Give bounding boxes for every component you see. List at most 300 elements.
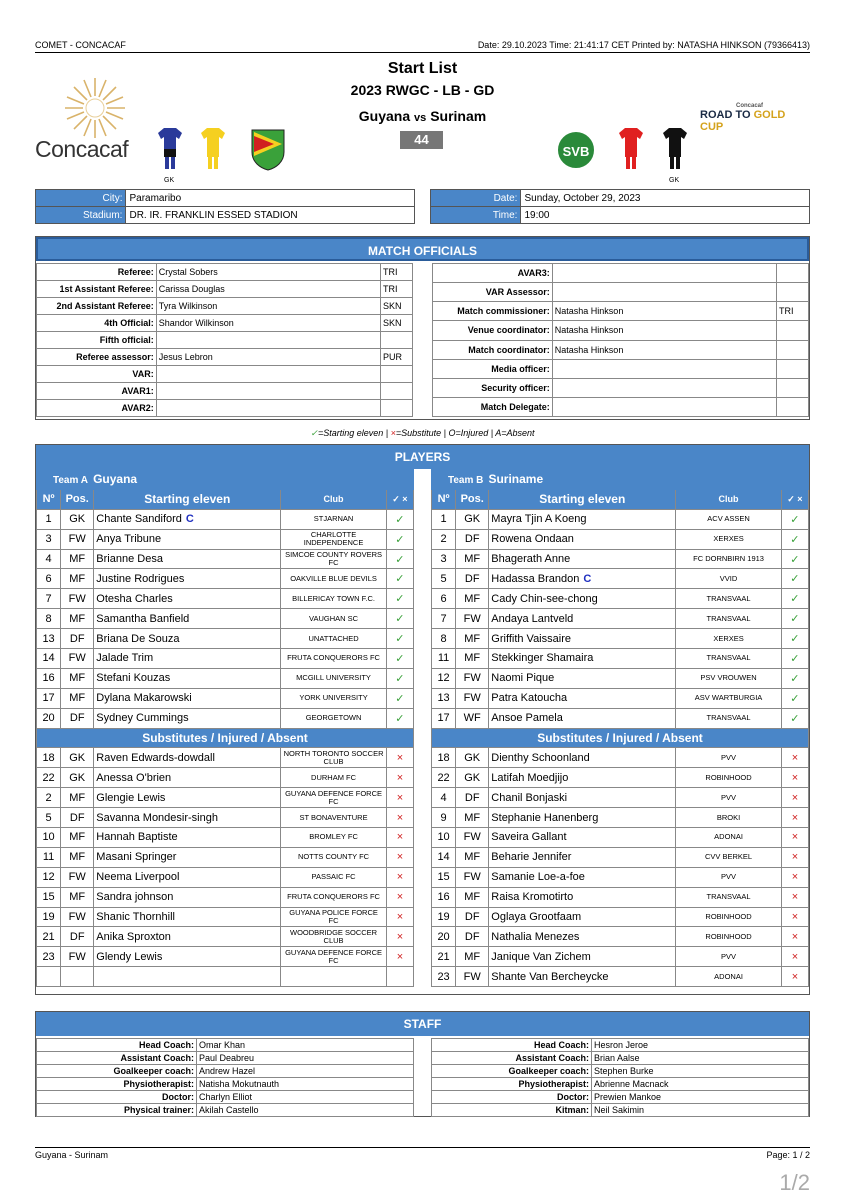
staff-row bbox=[37, 1039, 414, 1052]
time-label: Time: bbox=[431, 207, 521, 224]
player-name-cell bbox=[489, 887, 676, 907]
player-position: GK bbox=[61, 748, 94, 768]
officials-left-table bbox=[36, 263, 413, 417]
player-name-cell bbox=[94, 947, 281, 967]
player-number: 21 bbox=[37, 927, 61, 947]
players-heading: PLAYERS bbox=[36, 445, 809, 469]
player-club: XERXES bbox=[676, 629, 782, 649]
player-name: Stefani Kouzas bbox=[96, 672, 171, 685]
guyana-crest-icon bbox=[250, 128, 286, 177]
staff-row bbox=[432, 1104, 809, 1117]
player-position: FW bbox=[61, 907, 94, 927]
player-club: OAKVILLE BLUE DEVILS bbox=[281, 569, 387, 589]
col-club-header: Club bbox=[676, 489, 782, 509]
player-name: Beharie Jennifer bbox=[491, 851, 572, 864]
player-position: DF bbox=[61, 708, 94, 728]
empty-player-row bbox=[37, 967, 414, 987]
official-role: 4th Official: bbox=[37, 315, 157, 332]
page-title: Start List bbox=[387, 60, 458, 77]
starting-check-icon: ✓ bbox=[781, 589, 808, 609]
player-position: FW bbox=[456, 688, 489, 708]
player-row bbox=[37, 768, 414, 788]
player-club: TRANSVAAL bbox=[676, 649, 782, 669]
player-name: Samantha Banfield bbox=[96, 612, 190, 625]
staff-name: Omar Khan bbox=[197, 1039, 414, 1052]
player-name: Anika Sproxton bbox=[96, 930, 171, 943]
player-number: 20 bbox=[432, 927, 456, 947]
staff-row bbox=[37, 1104, 414, 1117]
substitute-cross-icon: × bbox=[781, 927, 808, 947]
official-row bbox=[37, 366, 413, 383]
official-role: AVAR1: bbox=[37, 383, 157, 400]
player-name-cell bbox=[489, 569, 676, 589]
player-name: Rowena Ondaan bbox=[491, 533, 574, 546]
col-club-header: Club bbox=[281, 489, 387, 509]
player-position: FW bbox=[456, 668, 489, 688]
player-row bbox=[432, 907, 809, 927]
player-club: TRANSVAAL bbox=[676, 708, 782, 728]
player-number: 7 bbox=[432, 609, 456, 629]
player-row bbox=[432, 828, 809, 848]
road-to-gold-cup-logo bbox=[700, 103, 810, 133]
concacaf-logo-text: Concacaf bbox=[35, 136, 129, 162]
official-nationality bbox=[777, 397, 809, 416]
official-role: 2nd Assistant Referee: bbox=[37, 298, 157, 315]
starting-check-icon: ✓ bbox=[386, 569, 413, 589]
player-name: Savanna Mondesir-singh bbox=[96, 811, 218, 824]
player-name-cell bbox=[94, 887, 281, 907]
substitute-cross-icon: × bbox=[781, 828, 808, 848]
player-club: BROMLEY FC bbox=[281, 828, 387, 848]
player-name-cell bbox=[489, 847, 676, 867]
player-position: DF bbox=[456, 569, 489, 589]
player-number: 2 bbox=[37, 788, 61, 808]
official-role: 1st Assistant Referee: bbox=[37, 281, 157, 298]
date-value: Sunday, October 29, 2023 bbox=[521, 190, 810, 207]
starting-check-icon: ✓ bbox=[781, 609, 808, 629]
player-name: Griffith Vaissaire bbox=[491, 632, 571, 645]
player-row bbox=[37, 788, 414, 808]
player-name-cell bbox=[489, 509, 676, 529]
player-name-cell bbox=[489, 967, 676, 987]
substitute-cross-icon: × bbox=[386, 768, 413, 788]
staff-right-table bbox=[431, 1038, 809, 1117]
official-role: Referee assessor: bbox=[37, 349, 157, 366]
player-name-cell bbox=[489, 668, 676, 688]
staff-name: Paul Deabreu bbox=[197, 1052, 414, 1065]
staff-role: Doctor: bbox=[432, 1091, 592, 1104]
substitute-cross-icon: × bbox=[781, 808, 808, 828]
substitute-cross-icon: × bbox=[386, 927, 413, 947]
player-number: 6 bbox=[37, 569, 61, 589]
player-name-cell bbox=[94, 609, 281, 629]
player-number: 14 bbox=[37, 649, 61, 669]
substitutes-header-row bbox=[37, 728, 414, 748]
player-name-cell bbox=[94, 768, 281, 788]
player-name-cell bbox=[94, 907, 281, 927]
player-club: GEORGETOWN bbox=[281, 708, 387, 728]
staff-name: Abrienne Macnack bbox=[592, 1078, 809, 1091]
player-position: MF bbox=[456, 589, 489, 609]
player-position: DF bbox=[456, 927, 489, 947]
player-position: MF bbox=[61, 569, 94, 589]
player-name: Glengie Lewis bbox=[96, 791, 166, 804]
vs-label: vs bbox=[414, 112, 427, 124]
player-name: Sandra johnson bbox=[96, 891, 174, 904]
official-name: Natasha Hinkson bbox=[552, 340, 776, 359]
player-club: BILLERICAY TOWN F.C. bbox=[281, 589, 387, 609]
player-club: ADONAI bbox=[676, 828, 782, 848]
player-row bbox=[432, 569, 809, 589]
staff-role: Doctor: bbox=[37, 1091, 197, 1104]
player-row bbox=[432, 629, 809, 649]
player-club: ROBINHOOD bbox=[676, 907, 782, 927]
official-role: Fifth official: bbox=[37, 332, 157, 349]
player-row bbox=[432, 887, 809, 907]
starting-check-icon: ✓ bbox=[386, 509, 413, 529]
player-number: 12 bbox=[432, 668, 456, 688]
player-name: Mayra Tjin A Koeng bbox=[491, 513, 587, 526]
official-row bbox=[433, 397, 809, 416]
team-header bbox=[432, 470, 809, 490]
player-name-cell bbox=[489, 907, 676, 927]
official-row bbox=[37, 400, 413, 417]
substitute-cross-icon: × bbox=[386, 847, 413, 867]
legend-text-b: =Substitute | O=Injured | A=Absent bbox=[395, 428, 535, 438]
player-position: GK bbox=[456, 768, 489, 788]
player-position: FW bbox=[456, 867, 489, 887]
player-position: FW bbox=[61, 529, 94, 549]
player-name: Masani Springer bbox=[96, 851, 177, 864]
player-row bbox=[432, 649, 809, 669]
player-club: ACV ASSEN bbox=[676, 509, 782, 529]
player-position: MF bbox=[61, 549, 94, 569]
player-name-cell bbox=[94, 748, 281, 768]
player-position: DF bbox=[61, 808, 94, 828]
substitute-cross-icon: × bbox=[386, 788, 413, 808]
staff-row bbox=[432, 1065, 809, 1078]
staff-name: Charlyn Elliot bbox=[197, 1091, 414, 1104]
player-club: XERXES bbox=[676, 529, 782, 549]
player-position: MF bbox=[456, 887, 489, 907]
player-name: Glendy Lewis bbox=[96, 950, 163, 963]
player-club: TRANSVAAL bbox=[676, 609, 782, 629]
concacaf-logo bbox=[35, 70, 155, 165]
player-name-cell bbox=[94, 788, 281, 808]
player-number: 2 bbox=[432, 529, 456, 549]
substitute-cross-icon: × bbox=[781, 947, 808, 967]
player-position: FW bbox=[456, 967, 489, 987]
column-header-row bbox=[37, 489, 414, 509]
player-name-cell bbox=[489, 529, 676, 549]
stadium-label: Stadium: bbox=[36, 207, 126, 224]
player-name: Nathalia Menezes bbox=[491, 930, 580, 943]
official-nationality bbox=[381, 383, 413, 400]
date-label: Date: bbox=[431, 190, 521, 207]
player-name: Raisa Kromotirto bbox=[491, 891, 574, 904]
player-position: DF bbox=[456, 529, 489, 549]
player-name: Neema Liverpool bbox=[96, 871, 180, 884]
substitute-cross-icon: × bbox=[781, 967, 808, 987]
staff-role: Head Coach: bbox=[432, 1039, 592, 1052]
official-row bbox=[433, 321, 809, 340]
player-number: 18 bbox=[432, 748, 456, 768]
player-name: Sydney Cummings bbox=[96, 712, 189, 725]
official-nationality: PUR bbox=[381, 349, 413, 366]
official-row bbox=[37, 315, 413, 332]
staff-role: Assistant Coach: bbox=[37, 1052, 197, 1065]
player-row bbox=[432, 529, 809, 549]
city-label: City: bbox=[36, 190, 126, 207]
player-name: Briana De Souza bbox=[96, 632, 180, 645]
official-role: Match coordinator: bbox=[433, 340, 553, 359]
substitute-cross-icon: × bbox=[386, 828, 413, 848]
player-club: VVID bbox=[676, 569, 782, 589]
player-name-cell bbox=[489, 947, 676, 967]
official-name: Shandor Wilkinson bbox=[156, 315, 380, 332]
player-number: 14 bbox=[432, 847, 456, 867]
staff-name: Andrew Hazel bbox=[197, 1065, 414, 1078]
team-name-row bbox=[432, 470, 809, 490]
player-name: Stekkinger Shamaira bbox=[491, 652, 594, 665]
player-position: MF bbox=[61, 847, 94, 867]
player-position: MF bbox=[61, 828, 94, 848]
player-name: Janique Van Zichem bbox=[491, 950, 591, 963]
player-row bbox=[432, 549, 809, 569]
official-name: Natasha Hinkson bbox=[552, 321, 776, 340]
player-number: 10 bbox=[432, 828, 456, 848]
official-name bbox=[156, 400, 380, 417]
official-nationality bbox=[777, 378, 809, 397]
footer-match-label: Guyana - Surinam bbox=[35, 1150, 109, 1160]
player-position: MF bbox=[456, 808, 489, 828]
player-row bbox=[432, 688, 809, 708]
player-row bbox=[432, 668, 809, 688]
player-name: Raven Edwards-dowdall bbox=[96, 751, 215, 764]
empty-cell bbox=[386, 967, 413, 987]
staff-row bbox=[432, 1091, 809, 1104]
staff-role: Head Coach: bbox=[37, 1039, 197, 1052]
player-row bbox=[432, 509, 809, 529]
official-name bbox=[552, 397, 776, 416]
match-officials-heading: MATCH OFFICIALS bbox=[36, 237, 809, 261]
player-name-cell bbox=[94, 569, 281, 589]
team-name: Guyana bbox=[93, 472, 138, 487]
player-name: Jalade Trim bbox=[96, 652, 154, 665]
player-name-cell bbox=[94, 847, 281, 867]
player-number: 23 bbox=[37, 947, 61, 967]
official-name bbox=[552, 283, 776, 302]
player-club: ASV WARTBURGIA bbox=[676, 688, 782, 708]
player-club: PVV bbox=[676, 947, 782, 967]
player-position: FW bbox=[61, 589, 94, 609]
home-outfield-kit-icon bbox=[200, 128, 226, 179]
player-number: 15 bbox=[432, 867, 456, 887]
check-icon: ✓ bbox=[310, 428, 318, 438]
team-label: Team A bbox=[53, 475, 89, 487]
player-row bbox=[432, 788, 809, 808]
starting-check-icon: ✓ bbox=[781, 649, 808, 669]
staff-role: Physical trainer: bbox=[37, 1104, 197, 1117]
player-number: 5 bbox=[37, 808, 61, 828]
player-club: PVV bbox=[676, 788, 782, 808]
player-club: FRUTA CONQUERORS FC bbox=[281, 649, 387, 669]
player-number: 13 bbox=[432, 688, 456, 708]
staff-section bbox=[35, 1011, 810, 1117]
player-name: Bhagerath Anne bbox=[491, 553, 571, 565]
staff-heading: STAFF bbox=[36, 1012, 809, 1036]
player-club: PVV bbox=[676, 867, 782, 887]
player-club: GUYANA POLICE FORCE FC bbox=[281, 907, 387, 927]
substitute-cross-icon: × bbox=[781, 847, 808, 867]
staff-name: Natisha Mokutnauth bbox=[197, 1078, 414, 1091]
player-row bbox=[37, 927, 414, 947]
player-club: PASSAIC FC bbox=[281, 867, 387, 887]
player-position: FW bbox=[61, 947, 94, 967]
player-number: 5 bbox=[432, 569, 456, 589]
player-row bbox=[37, 549, 414, 569]
player-number: 23 bbox=[432, 967, 456, 987]
player-position: FW bbox=[456, 609, 489, 629]
official-role: Referee: bbox=[37, 264, 157, 281]
player-club: NORTH TORONTO SOCCER CLUB bbox=[281, 748, 387, 768]
player-name-cell bbox=[489, 549, 676, 569]
staff-role: Physiotherapist: bbox=[37, 1078, 197, 1091]
staff-row bbox=[432, 1039, 809, 1052]
staff-name: Neil Sakimin bbox=[592, 1104, 809, 1117]
player-position: MF bbox=[456, 947, 489, 967]
player-name: Samanie Loe-a-foe bbox=[491, 871, 585, 884]
official-role: AVAR2: bbox=[37, 400, 157, 417]
player-name: Shante Van Bercheycke bbox=[491, 970, 609, 983]
player-name-cell bbox=[489, 788, 676, 808]
player-row bbox=[37, 629, 414, 649]
starting-check-icon: ✓ bbox=[781, 668, 808, 688]
official-name bbox=[552, 378, 776, 397]
print-meta: Date: 29.10.2023 Time: 21:41:17 CET Printed by: NATASHA HINKSON (79366413) bbox=[477, 40, 810, 50]
captain-badge: C bbox=[185, 513, 194, 526]
substitute-cross-icon: × bbox=[781, 907, 808, 927]
official-role: Match Delegate: bbox=[433, 397, 553, 416]
player-number: 13 bbox=[37, 629, 61, 649]
starting-check-icon: ✓ bbox=[386, 629, 413, 649]
starting-check-icon: ✓ bbox=[386, 649, 413, 669]
player-row bbox=[37, 569, 414, 589]
player-name-cell bbox=[94, 589, 281, 609]
substitutes-heading: Substitutes / Injured / Absent bbox=[432, 728, 809, 748]
substitute-cross-icon: × bbox=[781, 748, 808, 768]
official-nationality bbox=[381, 400, 413, 417]
player-number: 20 bbox=[37, 708, 61, 728]
official-row bbox=[433, 283, 809, 302]
player-number: 18 bbox=[37, 748, 61, 768]
player-position: GK bbox=[61, 768, 94, 788]
team-name-row bbox=[37, 470, 414, 490]
official-role: VAR Assessor: bbox=[433, 283, 553, 302]
player-club: ADONAI bbox=[676, 967, 782, 987]
official-role: VAR: bbox=[37, 366, 157, 383]
starting-check-icon: ✓ bbox=[781, 688, 808, 708]
player-number: 9 bbox=[432, 808, 456, 828]
player-name-cell bbox=[489, 629, 676, 649]
official-name: Jesus Lebron bbox=[156, 349, 380, 366]
player-name: Chante Sandiford bbox=[96, 513, 182, 526]
player-row bbox=[37, 947, 414, 967]
player-name: Stephanie Hanenberg bbox=[491, 811, 599, 824]
player-row bbox=[432, 609, 809, 629]
staff-name: Stephen Burke bbox=[592, 1065, 809, 1078]
starting-check-icon: ✓ bbox=[781, 509, 808, 529]
player-row bbox=[37, 708, 414, 728]
staff-name: Prewien Mankoe bbox=[592, 1091, 809, 1104]
player-name-cell bbox=[489, 649, 676, 669]
city-value: Paramaribo bbox=[126, 190, 415, 207]
staff-role: Goalkeeper coach: bbox=[432, 1065, 592, 1078]
player-row bbox=[432, 808, 809, 828]
official-row bbox=[37, 281, 413, 298]
official-nationality: TRI bbox=[381, 264, 413, 281]
player-name-cell bbox=[489, 808, 676, 828]
away-gk-kit-icon bbox=[662, 128, 688, 179]
player-name-cell bbox=[489, 688, 676, 708]
player-club: DURHAM FC bbox=[281, 768, 387, 788]
player-name: Chanil Bonjaski bbox=[491, 791, 568, 804]
player-number: 10 bbox=[37, 828, 61, 848]
player-position: MF bbox=[456, 549, 489, 569]
player-name-cell bbox=[94, 867, 281, 887]
player-position: DF bbox=[61, 629, 94, 649]
starting-check-icon: ✓ bbox=[386, 708, 413, 728]
player-position: MF bbox=[456, 629, 489, 649]
staff-row bbox=[37, 1065, 414, 1078]
away-outfield-kit-icon bbox=[618, 128, 644, 179]
empty-cell bbox=[61, 967, 94, 987]
player-name: Oglaya Grootfaam bbox=[491, 911, 582, 924]
competition-title: 2023 RWGC - LB - GD bbox=[350, 82, 495, 98]
datetime-info-table bbox=[430, 189, 810, 224]
official-name: Tyra Wilkinson bbox=[156, 298, 380, 315]
player-row bbox=[37, 847, 414, 867]
player-club: GUYANA DEFENCE FORCE FC bbox=[281, 788, 387, 808]
player-club: ROBINHOOD bbox=[676, 927, 782, 947]
player-name: Saveira Gallant bbox=[491, 831, 567, 844]
player-name: Justine Rodrigues bbox=[96, 572, 185, 585]
road-logo-small-text: Concacaf bbox=[736, 103, 764, 109]
substitute-cross-icon: × bbox=[781, 788, 808, 808]
player-club: NOTTS COUNTY FC bbox=[281, 847, 387, 867]
player-club: CHARLOTTE INDEPENDENCE bbox=[281, 529, 387, 549]
starting-check-icon: ✓ bbox=[781, 629, 808, 649]
player-row bbox=[432, 867, 809, 887]
team-name: Suriname bbox=[488, 472, 544, 487]
official-row bbox=[433, 359, 809, 378]
player-row bbox=[37, 887, 414, 907]
empty-cell bbox=[281, 967, 387, 987]
player-row bbox=[432, 847, 809, 867]
substitute-cross-icon: × bbox=[781, 867, 808, 887]
player-name: Brianne Desa bbox=[96, 553, 163, 565]
starting-check-icon: ✓ bbox=[781, 549, 808, 569]
substitutes-header-row bbox=[432, 728, 809, 748]
col-status-header: ✓ × bbox=[386, 489, 413, 509]
team-label: Team B bbox=[448, 475, 484, 487]
player-number: 4 bbox=[37, 549, 61, 569]
starting-check-icon: ✓ bbox=[781, 708, 808, 728]
player-name: Shanic Thornhill bbox=[96, 911, 175, 924]
player-number: 17 bbox=[37, 688, 61, 708]
player-club: ST BONAVENTURE bbox=[281, 808, 387, 828]
away-gk-label: GK bbox=[669, 177, 680, 184]
